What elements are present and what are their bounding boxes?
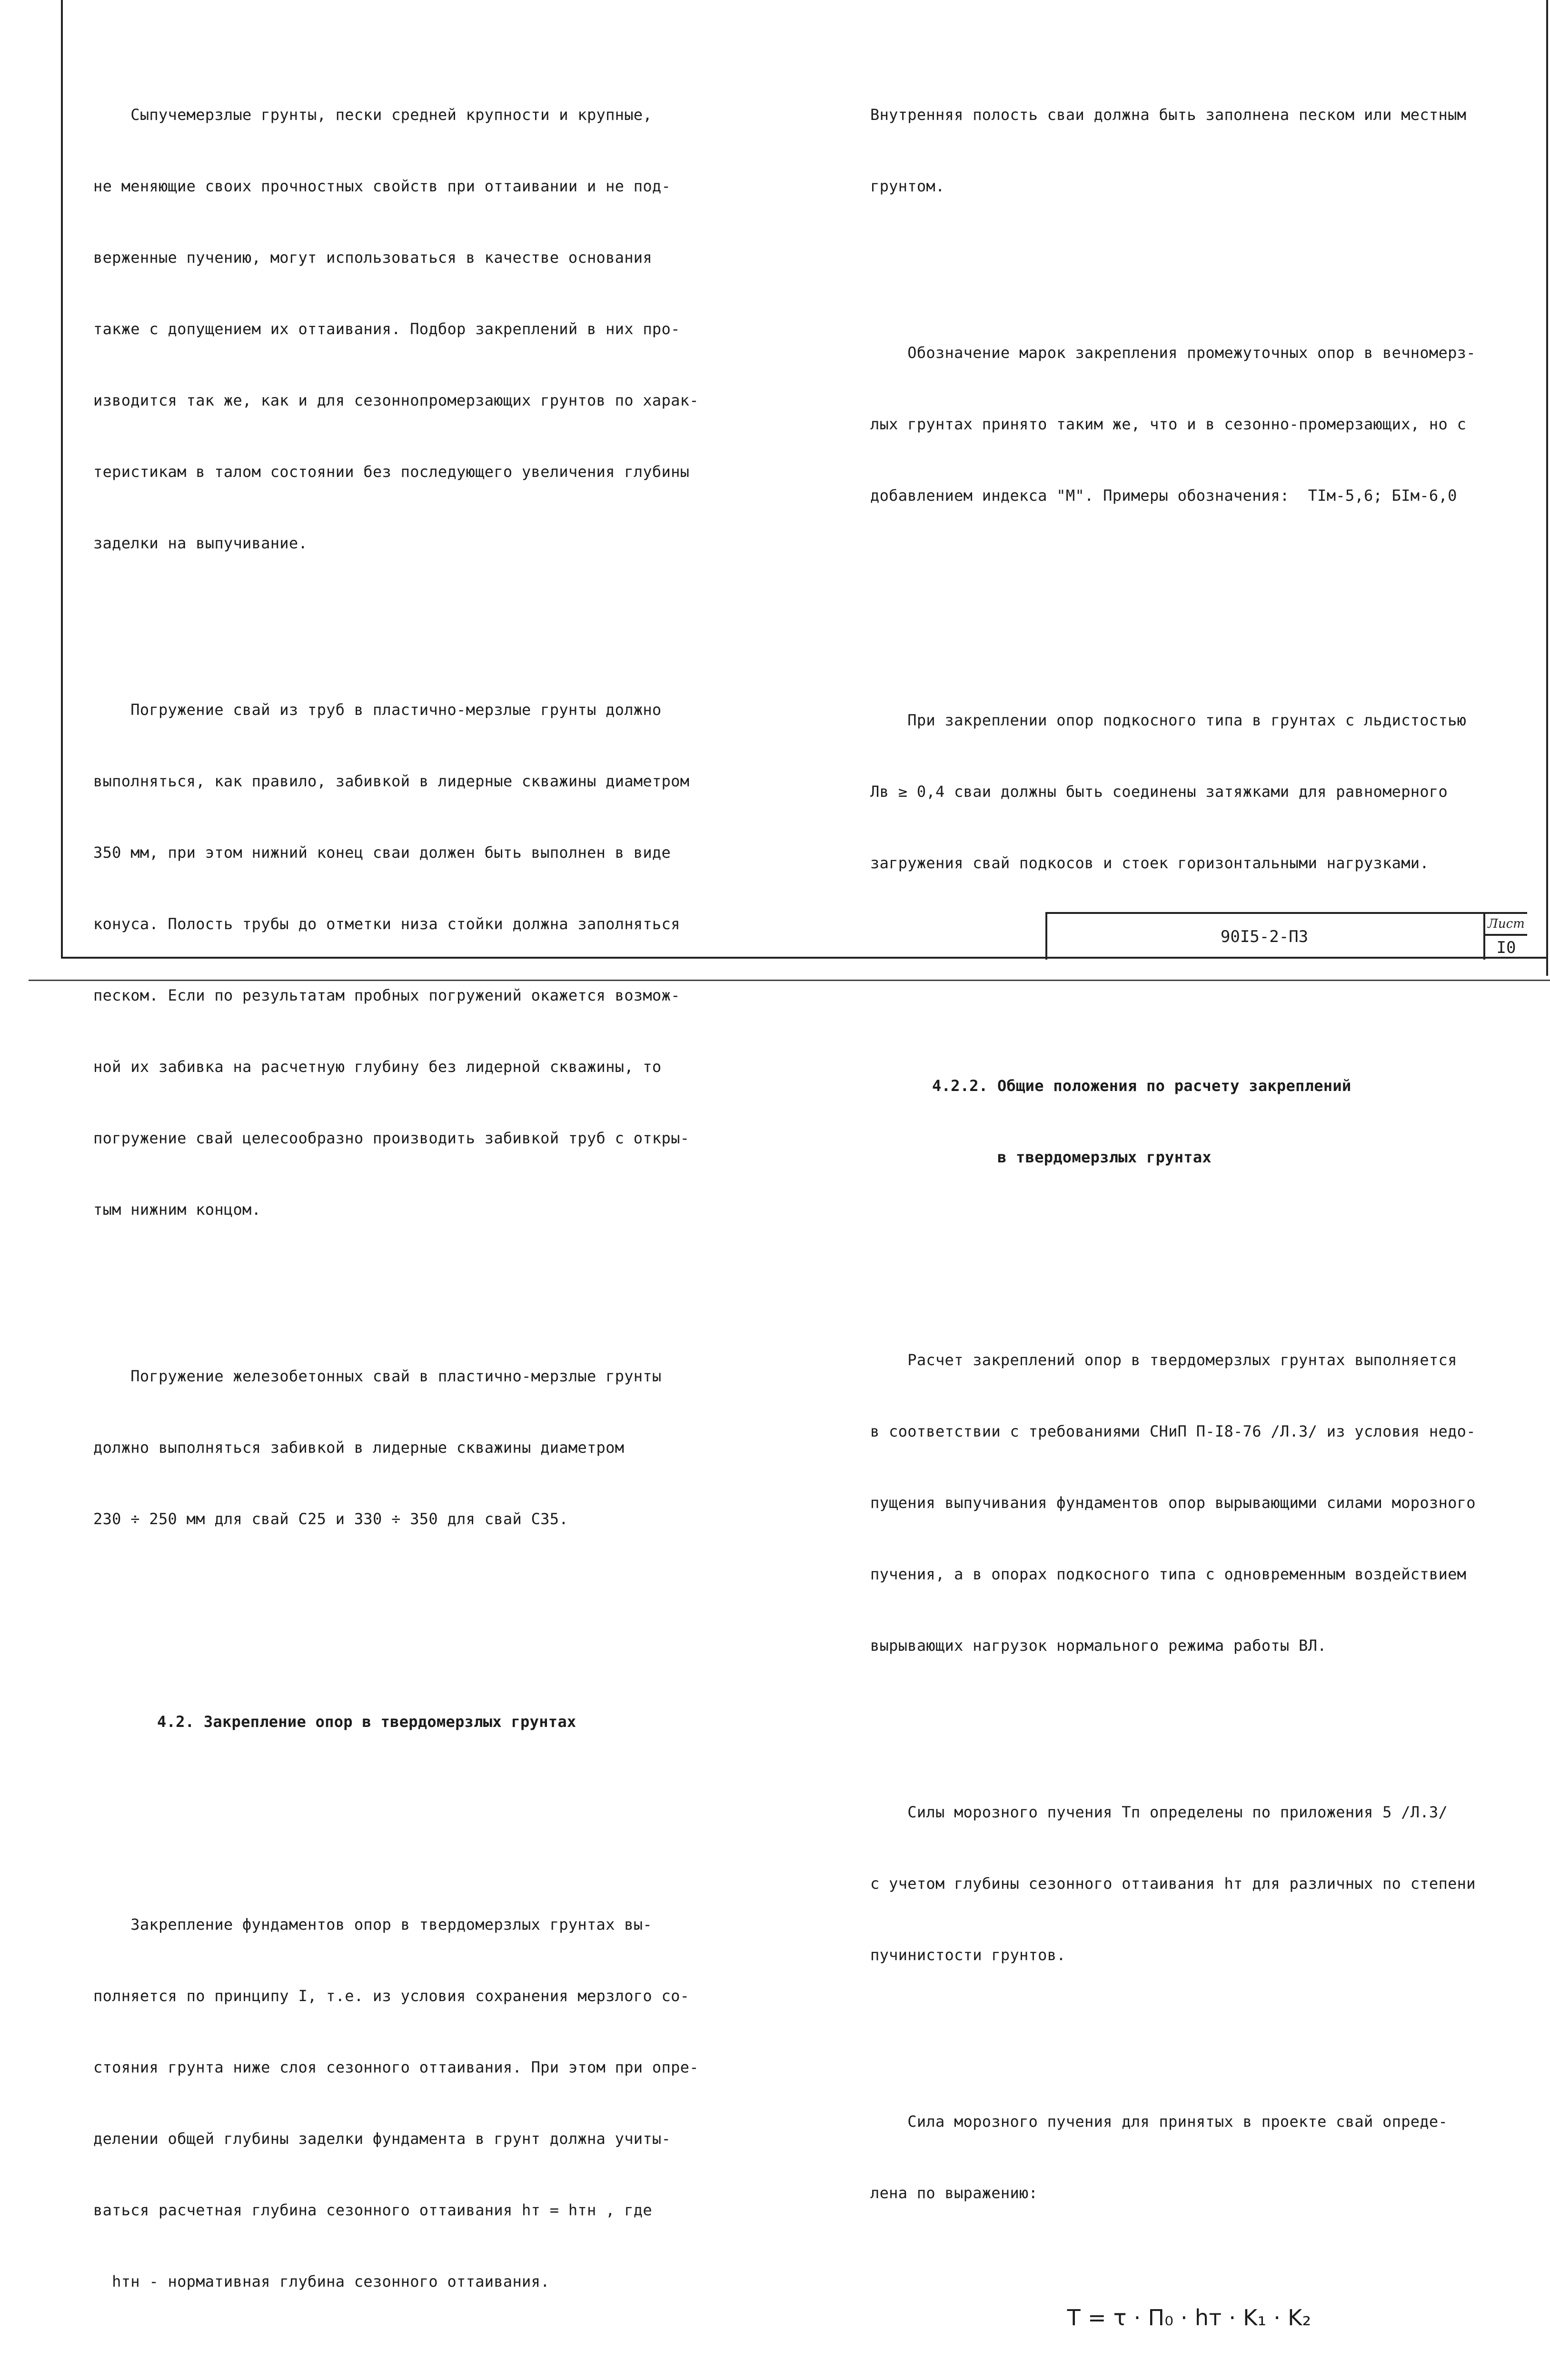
text-line: заделки на выпучивание.	[93, 534, 308, 552]
text-line: грунтом.	[870, 177, 945, 195]
sheet-label: Лист	[1485, 914, 1527, 936]
spacer	[93, 1781, 699, 1817]
left-paragraph-3	[93, 1317, 699, 1578]
text-line: песком. Если по результатам пробных погружений окажется возмож-	[93, 986, 680, 1004]
text-line: добавлением индекса "М". Примеры обозначения: ТIм-5,6; БIм-6,0	[870, 486, 1457, 505]
text-line: Лв ≥ 0,4 сваи должны быть соединены затяжками для равномерного	[870, 783, 1448, 801]
text-line: ваться расчетная глубина сезонного оттаивания hт = hтн , где	[93, 2201, 652, 2219]
left-column	[93, 8, 699, 2380]
text-line: выполняться, как правило, забивкой в лидерные скважины диаметром	[93, 772, 690, 790]
page-frame-right	[1546, 0, 1548, 976]
text-line: вырывающих нагрузок нормального режима работы ВЛ.	[870, 1636, 1327, 1655]
text-line: пучения, а в опорах подкосного типа с одновременным воздействием	[870, 1565, 1467, 1583]
document-code: 90I5-2-П3	[1220, 927, 1309, 946]
text-line: изводится так же, как и для сезоннопромерзающих грунтов по харак-	[93, 391, 699, 409]
text-line: теристикам в талом состоянии без последующего увеличения глубины	[93, 463, 690, 481]
section-heading-4-2-2-cont: в твердомерзлых грунтах	[932, 1148, 1212, 1166]
spacer	[870, 970, 1508, 1026]
text-line: тым нижним концом.	[93, 1200, 261, 1219]
text-line: 350 мм, при этом нижний конец сваи должен быть выполнен в виде	[93, 843, 671, 862]
text-line: ной их забивка на расчетную глубину без лидерной скважины, то	[93, 1058, 662, 1076]
text-line: Внутренняя полость сваи должна быть заполнена песком или местным	[870, 106, 1467, 124]
text-line: Обозначение марок закрепления промежуточных опор в вечномерз-	[870, 344, 1476, 362]
text-line: 230 ÷ 250 мм для свай С25 и 330 ÷ 350 для свай С35.	[93, 1510, 568, 1528]
section-heading-4-2-2: 4.2.2. Общие положения по расчету закреплений	[932, 1077, 1351, 1095]
text-line: пущения выпучивания фундаментов опор вырывающими силами морозного	[870, 1494, 1476, 1512]
section-heading-4-2: 4.2. Закрепление опор в твердомерзлых грунтах	[157, 1713, 576, 1731]
left-paragraph-1	[93, 55, 699, 603]
text-line: При закреплении опор подкосного типа в грунтах с льдистостью	[870, 711, 1467, 729]
spacer	[93, 1626, 699, 1662]
text-line: пучинистости грунтов.	[870, 1946, 1066, 1964]
text-line: стояния грунта ниже слоя сезонного оттаивания. При этом при опре-	[93, 2058, 699, 2076]
text-line: верженные пучению, могут использоваться в качестве основания	[93, 248, 652, 267]
text-line: Сыпучемерзлые грунты, пески средней крупности и крупные,	[93, 106, 652, 124]
left-paragraph-2	[93, 650, 699, 1269]
text-line: загружения свай подкосов и стоек горизонтальными нагрузками.	[870, 854, 1429, 872]
text-line: не меняющие своих прочностных свойств при оттаивании и не под-	[93, 177, 671, 195]
text-line: также с допущением их оттаивания. Подбор закреплений в них про-	[93, 320, 680, 338]
left-paragraph-4	[93, 1865, 699, 2341]
text-line: лых грунтах принято таким же, что и в сезонно-промерзающих, но с	[870, 415, 1467, 433]
page-frame-left	[61, 0, 63, 958]
spacer	[870, 1217, 1508, 1253]
frost-heave-formula: T = τ · П₀ · hт · K₁ · K₂	[1067, 2305, 1312, 2330]
text-line: погружение свай целесообразно производить забивкой труб с откры-	[93, 1129, 690, 1147]
text-line: лена по выражению:	[870, 2184, 1038, 2202]
text-line: должно выполняться забивкой в лидерные скважины диаметром	[93, 1438, 625, 1457]
text-line: Силы морозного пучения Тп определены по приложения 5 /Л.3/	[870, 1803, 1448, 1821]
sheet-number-box	[1483, 912, 1527, 960]
text-line: Расчет закреплений опор в твердомерзлых грунтах выполняется	[870, 1351, 1457, 1369]
spacer	[870, 603, 1508, 613]
text-line: полняется по принципу I, т.е. из условия сохранения мерзлого со-	[93, 1987, 690, 2005]
title-block	[1045, 912, 1527, 960]
text-line: делении общей глубины заделки фундамента в грунт должна учиты-	[93, 2130, 671, 2148]
right-paragraph-4	[870, 1300, 1508, 1705]
right-paragraph-3	[870, 661, 1508, 922]
text-line: с учетом глубины сезонного оттаивания hт для различных по степени	[870, 1874, 1476, 1893]
right-paragraph-2	[870, 293, 1508, 555]
text-line: Погружение свай из труб в пластично-мерзлые грунты должно	[93, 701, 662, 719]
text-line: Сила морозного пучения для принятых в проекте свай опреде-	[870, 2112, 1448, 2131]
text-line: в соответствии с требованиями СНиП П-I8-76 /Л.3/ из условия недо-	[870, 1422, 1476, 1440]
text-line: Закрепление фундаментов опор в твердомерзлых грунтах вы-	[93, 1915, 652, 1934]
text-line: hтн - нормативная глубина сезонного оттаивания.	[93, 2272, 550, 2291]
text-line: конуса. Полость трубы до отметки низа стойки должна заполняться	[93, 915, 680, 933]
right-column	[870, 8, 1508, 2380]
sheet-number: I0	[1496, 938, 1516, 957]
text-line: Погружение железобетонных свай в пластично-мерзлые грунты	[93, 1367, 662, 1385]
right-paragraph-5	[870, 1753, 1508, 2014]
right-paragraph-1	[870, 55, 1508, 246]
right-paragraph-6	[870, 2062, 1508, 2252]
